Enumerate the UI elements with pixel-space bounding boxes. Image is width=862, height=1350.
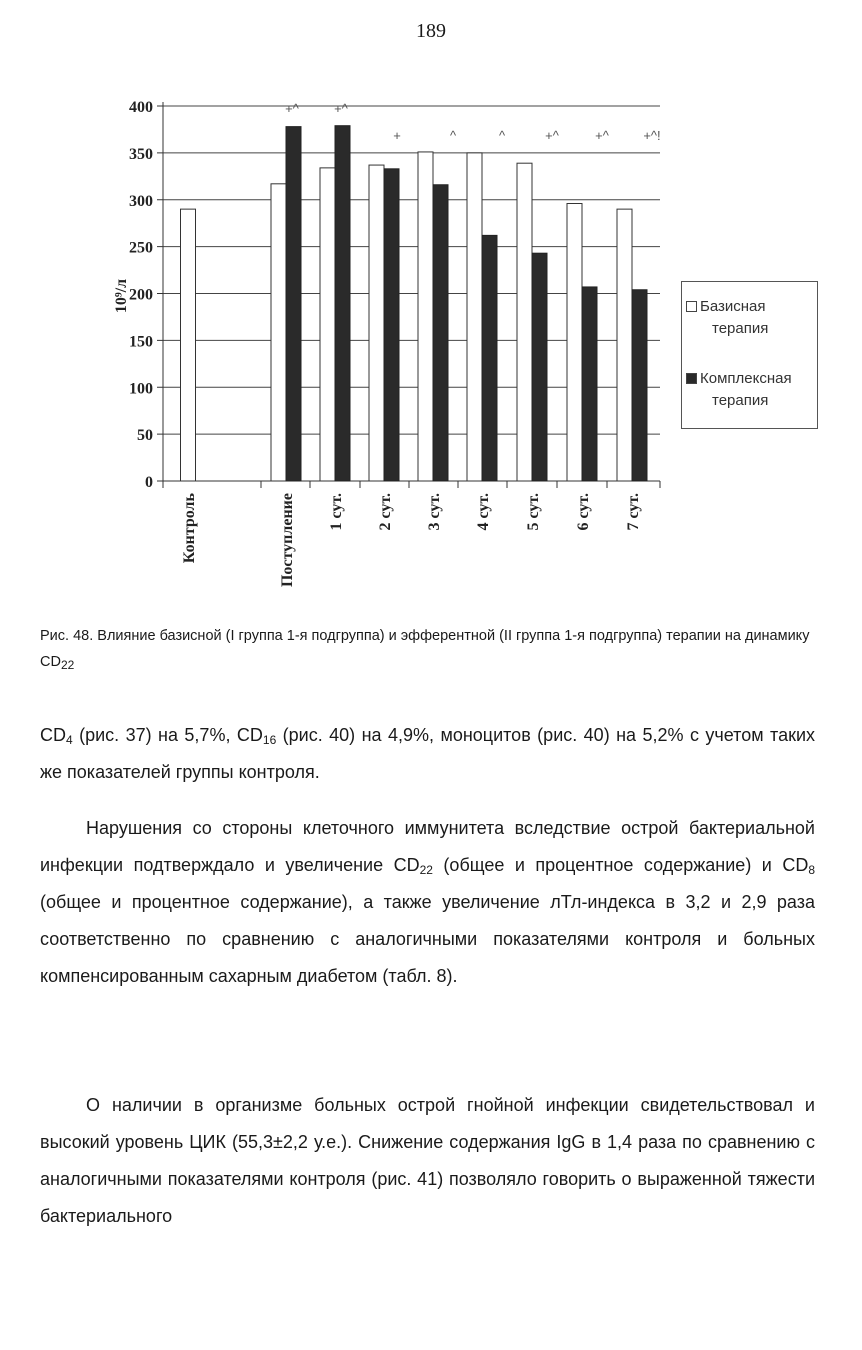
y-tick-label: 300 — [129, 192, 153, 210]
chart-legend — [681, 281, 818, 429]
bar-basic — [271, 184, 286, 481]
x-tick-label: 6 сут. — [575, 493, 592, 531]
legend-item-complex — [686, 368, 792, 412]
bar-basic — [517, 163, 532, 481]
y-tick-label: 350 — [129, 145, 153, 163]
bar-complex — [482, 235, 497, 481]
p1-text-2: (рис. 37) на 5,7%, CD — [72, 725, 263, 745]
p1-sub-1: 4 — [66, 733, 73, 747]
p2-sub-1: 22 — [419, 863, 433, 877]
bar-basic — [567, 204, 582, 482]
x-tick-label: Контроль — [181, 493, 198, 564]
x-tick-label: 7 сут. — [625, 493, 642, 531]
y-tick-label: 400 — [129, 99, 153, 116]
paragraph-2 — [40, 810, 815, 995]
y-tick-label: 200 — [129, 286, 153, 304]
bar-complex — [632, 290, 647, 481]
significance-mark: +^ — [334, 101, 348, 116]
legend-swatch-basic — [686, 301, 697, 312]
bar-complex — [582, 287, 597, 481]
significance-mark: +^ — [285, 101, 299, 116]
caption-text: Влияние базисной (I группа 1-я подгруппа) и эфферентной (II группа 1-я подгруппа) терапии на динамику CD — [40, 628, 810, 670]
legend-label-complex-2: терапия — [712, 392, 769, 409]
x-tick-label: 4 сут. — [475, 493, 492, 531]
significance-mark: + — [393, 128, 401, 143]
significance-mark: +^! — [643, 128, 661, 143]
x-tick-label: 1 сут. — [328, 493, 345, 531]
bar-basic — [467, 153, 482, 481]
bar-complex — [384, 169, 399, 481]
caption-label: Рис. 48. — [40, 628, 94, 644]
y-tick-label: 0 — [145, 474, 153, 491]
legend-label-complex-1: Комплексная — [700, 370, 792, 387]
bar-basic — [369, 165, 384, 481]
bar-complex — [433, 185, 448, 481]
p1-text-3: (рис. 40) на 4,9%, моноцитов (рис. 40) на 5,2% с учетом таких же показателей группы контроля. — [40, 725, 816, 782]
bar-basic — [617, 209, 632, 481]
bar-basic — [320, 168, 335, 481]
legend-label-basic-2: терапия — [712, 320, 769, 337]
significance-mark: +^ — [595, 128, 609, 143]
significance-mark: ^ — [498, 128, 506, 143]
bar-complex — [335, 126, 350, 481]
paragraph-3 — [40, 1087, 815, 1235]
p2-sub-2: 8 — [808, 863, 816, 877]
bar-basic — [418, 152, 433, 481]
y-tick-label: 250 — [129, 239, 153, 257]
caption-subscript: 22 — [60, 658, 75, 672]
legend-swatch-complex — [686, 373, 697, 384]
y-tick-label: 50 — [137, 427, 153, 445]
paragraph-1 — [40, 717, 815, 791]
x-tick-label: Поступление — [279, 493, 296, 588]
bar-basic — [181, 209, 196, 481]
p2-text-2: (общее и процентное содержание) и CD — [432, 855, 809, 875]
y-axis-label: 10⁹/л — [113, 278, 130, 314]
p1-sub-2: 16 — [262, 733, 277, 747]
y-tick-label: 100 — [129, 380, 153, 398]
p1-text-1: CD — [40, 725, 66, 745]
legend-item-basic — [686, 296, 768, 340]
p3-text: О наличии в организме больных острой гнойной инфекции свидетельствовал и высокий уровень ЦИК (55,3±2,2 у.е.). Снижение содержания IgG в 1,4 раза по сравнению с аналогичными показателями контроля (рис. 41) позволяло говорить о выраженной тяжести бактериального — [40, 1095, 815, 1226]
page-number: 189 — [416, 20, 446, 42]
significance-mark: +^ — [545, 128, 559, 143]
bar-complex — [532, 253, 547, 481]
bar-complex — [286, 127, 301, 481]
x-tick-label: 2 сут. — [377, 493, 394, 531]
significance-mark: ^ — [449, 128, 457, 143]
x-tick-label: 5 сут. — [525, 493, 542, 531]
y-tick-label: 150 — [129, 333, 153, 351]
legend-label-basic-1: Базисная — [700, 298, 766, 315]
p2-text-3: (общее и процентное содержание), а также увеличение лТл-индекса в 3,2 и 2,9 раза соответственно по сравнению с аналогичными показателями контроля и больных компенсированным сахарным диабетом (табл. 8). — [40, 892, 815, 986]
x-tick-label: 3 сут. — [426, 493, 443, 531]
figure-caption — [40, 623, 815, 675]
p2-text-1: Нарушения со стороны клеточного иммунитета вследствие острой бактериальной инфекции подтверждало и увеличение CD — [40, 818, 815, 875]
